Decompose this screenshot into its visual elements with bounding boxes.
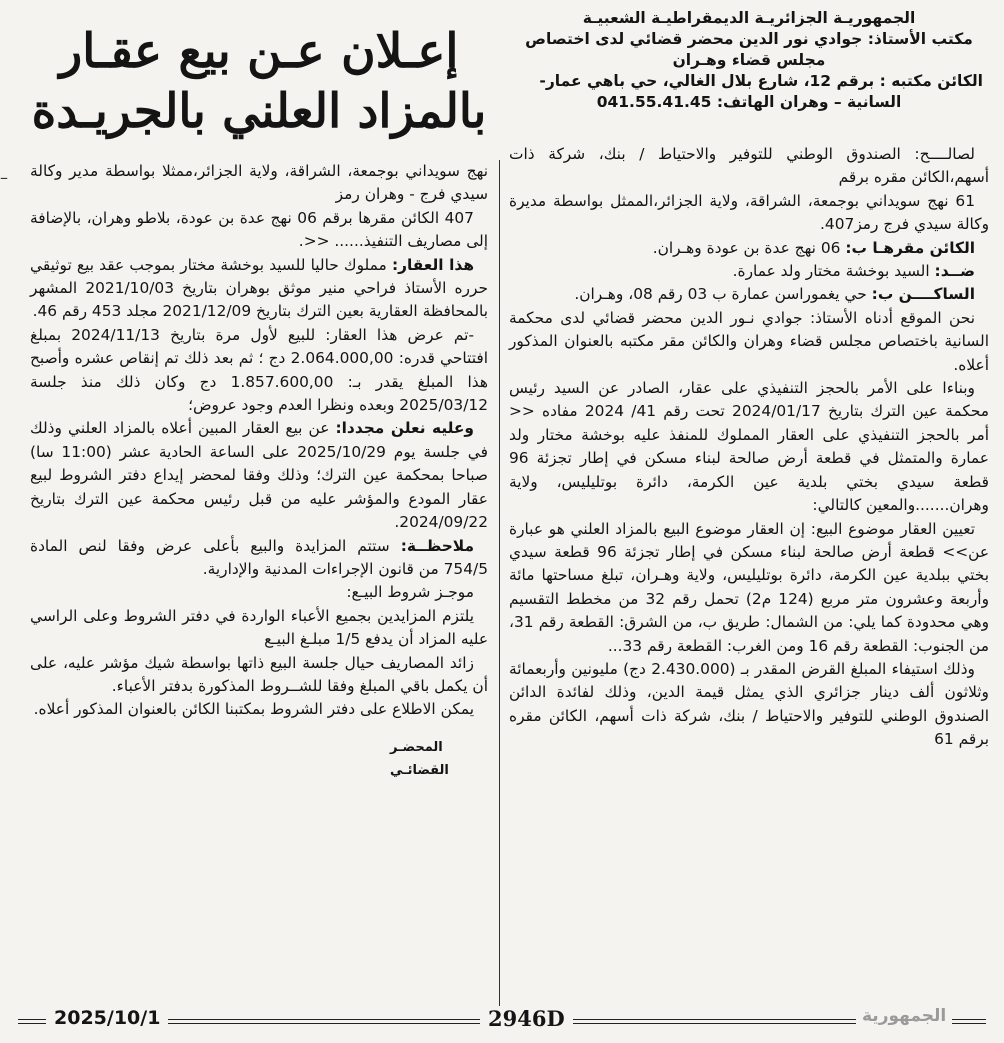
previous-auction-paragraph: -تم عرض هذا العقار: للبيع لأول مرة بتاريخ 2024/11/13 بمبلغ افتتاحي قدره: 2.064.000,00 دج ؛ ثم بعد ذلك تم إنقاص عشره وأصبح هذا المبلغ يقدر بـ: 1.857.600,00 دج وكان ذلك منذ جلسة 2025/03/12 وبعده ونظرا العدم وجود عروض؛ bbox=[30, 325, 488, 415]
footer-date: 2025/10/1 bbox=[46, 1007, 168, 1029]
against-value: السيد بوخشة مختار ولد عمارة. bbox=[732, 262, 935, 281]
consultation-paragraph: يمكن الاطلاع على دفتر الشروط بمكتبنا الكائن بالعنوان المذكور أعلاه. bbox=[33, 700, 474, 719]
conditions-paragraph-2: زائد المصاريف حيال جلسة البيع ذاتها بواسطة شيك مؤشر عليه، على أن يكمل باقي المبلغ وفقا للشــروط المذكورة بدفتر الأعباء. bbox=[30, 653, 488, 695]
page-footer bbox=[18, 1004, 986, 1036]
beneficiary-paragraph: لصالــــح: الصندوق الوطني للتوفير والاحتياط / بنك، شركة ذات أسهم،الكائن مقره برقم bbox=[509, 145, 989, 187]
ownership-label: هذا العقار: bbox=[391, 255, 474, 274]
header-line-4: الكائن مكتبه : برقم 12، شارع بلال الغالي، حي باهي عمار- bbox=[539, 72, 983, 90]
header-line-1: الجمهوريـة الجزائريـة الديمقراطيـة الشعبيـة bbox=[582, 9, 916, 27]
title-line-2: بالمزاد العلني بالجريـدة bbox=[31, 84, 487, 139]
seat-label: الكائن مقرهـا ب: bbox=[845, 238, 975, 257]
bailiff-header bbox=[509, 8, 989, 113]
seat-value: 06 نهج عدة بن عودة وهـران. bbox=[652, 238, 846, 257]
new-auction-label: وعليه نعلن مجددا: bbox=[335, 419, 474, 438]
beneficiary-continued: نهج سويداني بوجمعة، الشراقة، ولاية الجزائر،ممثلا بواسطة مدير وكالة سيدي فرج - وهران رمز bbox=[30, 162, 488, 204]
beneficiary-address: 61 نهج سويداني بوجمعة، الشراقة، ولاية الجزائر،الممثل بواسطة مديرة وكالة سيدي فرج رمز407. bbox=[509, 191, 989, 234]
header-line-3: مجلس قضاء وهـران bbox=[672, 51, 826, 69]
column-divider bbox=[499, 160, 500, 1022]
new-auction-paragraph bbox=[30, 417, 488, 534]
conditions-heading: موجـز شروط البيـع: bbox=[346, 583, 474, 602]
right-column bbox=[509, 8, 989, 752]
property-description-paragraph: تعيين العقار موضوع البيع: إن العقار موضوع البيع بالمزاد العلني هو عبارة عن>> قطعة أرض صالحة لبناء مسكن في إطار تجزئة 96 قطعة سيدي بختي ببلدية عين الكرمة، دائرة بوتليليس، ولاية وهـران، تبلغ مساحتها مائة وأربعة وعشرون متر مربع (124 م2) تحمل رقم 32 من مخطط التقسيم وهي محدودة كما يلي: من الشمال: طريق ب، من الشرق: القطعة رقم 31، من الجنوب: القطعة رقم 16 ومن الغرب: القطعة رقم 33... bbox=[509, 519, 990, 655]
note-value: ستتم المزايدة والبيع بأعلى عرض وفقا لنص المادة 754/5 من قانون الإجراءات المدنية والإدارية. bbox=[30, 536, 488, 578]
resident-value: حي يغموراسن عمارة ب 03 رقم 08، وهـران. bbox=[574, 285, 872, 304]
margin-mark: – bbox=[0, 168, 8, 187]
note-label: ملاحظــة: bbox=[400, 536, 474, 555]
resident-paragraph bbox=[509, 283, 989, 306]
announcement-title bbox=[28, 22, 490, 142]
right-body bbox=[509, 143, 989, 752]
title-line-1: إعـلان عـن بيع عقـار bbox=[59, 24, 459, 79]
left-column bbox=[30, 160, 488, 783]
debt-paragraph: وذلك استيفاء المبلغ القرض المقدر بـ (2.430.000 دج) مليونين وأربعمائة وثلاثون ألف دينار جزائري الذي يمثل قيمة الدين، وذلك لفائدة الدائن الصندوق الوطني للتوفير والاحتياط / بنك، شركة ذات أسهم، الكائن مقره برقم 61 bbox=[509, 659, 989, 749]
resident-label: الساكــــن ب: bbox=[871, 285, 975, 304]
ownership-paragraph bbox=[30, 254, 488, 324]
beneficiary-seat-continued: 407 الكائن مقرها برقم 06 نهج عدة بن عودة، بلاطو وهران، بالإضافة إلى مصاريف التنفيذ...... <<. bbox=[30, 208, 488, 251]
conditions-paragraph-1: يلتزم المزايدين بجميع الأعباء الواردة في دفتر الشروط وعلى الراسي عليه المزاد أن يدفع 1/5 مبلـغ البيـع bbox=[30, 606, 488, 649]
note-paragraph bbox=[30, 535, 488, 582]
against-paragraph bbox=[509, 260, 989, 283]
new-auction-value: عن بيع العقار المبين أعلاه بالمزاد العلني وذلك في جلسة يوم 2025/10/29 على الساعة الحادية عشر (11:00 سا) صباحا بمحكمة عين الترك؛ وذلك وفقا لمحضر إيداع دفتر الشروط لبيع عقار المودع والمؤشر عليه من قبل رئيس محكمة عين الترك بتاريخ 2024/09/22. bbox=[30, 419, 488, 532]
footer-issue-number: 2946D bbox=[480, 1006, 573, 1031]
signature: المحضـر القضائـي bbox=[390, 739, 449, 779]
ownership-value: مملوك حاليا للسيد بوخشة مختار بموجب عقد بيع توثيقي حرره الأستاذ فراحي منير موثق بوهران بتاريخ 2021/10/03 المشهر بالمحافظة العقارية بعين الترك بتاريخ 2021/12/09 مجلد 453 رقم 46. bbox=[30, 255, 488, 321]
header-line-2: مكتب الأستاذ: جوادي نور الدين محضر قضائي لدى اختصاص bbox=[525, 30, 973, 48]
newspaper-logo: الجمهورية bbox=[856, 1006, 952, 1026]
against-label: ضــد: bbox=[934, 262, 975, 281]
header-line-5: السانية – وهران الهاتف: 041.55.41.45 bbox=[596, 93, 902, 111]
bailiff-paragraph: نحن الموقع أدناه الأستاذ: جوادي نـور الدين محضر قضائي لدى محكمة السانية باختصاص مجلس قضاء وهران والكائن مقر مكتبه بالعنوان المذكور أعلاه. bbox=[509, 308, 989, 374]
seizure-order-paragraph: وبناءا على الأمر بالحجز التنفيذي على عقار، الصادر عن السيد رئيس محكمة عين الترك بتاريخ 2024/01/17 تحت رقم 41/ 2024 مفاده << أمر بالحجز التنفيذي على العقار المملوك للمنفذ عليه بوخشة مختار ولد عمارة والمتمثل في قطعة أرض صالحة لبناء مسكن في إطار تجزئة 96 قطعة سيدي بختي بلدية عين الكرمة، دائرة بوتليليس، ولاية وهران.......والمعين كالتالي: bbox=[509, 379, 990, 515]
beneficiary-seat bbox=[509, 237, 989, 260]
